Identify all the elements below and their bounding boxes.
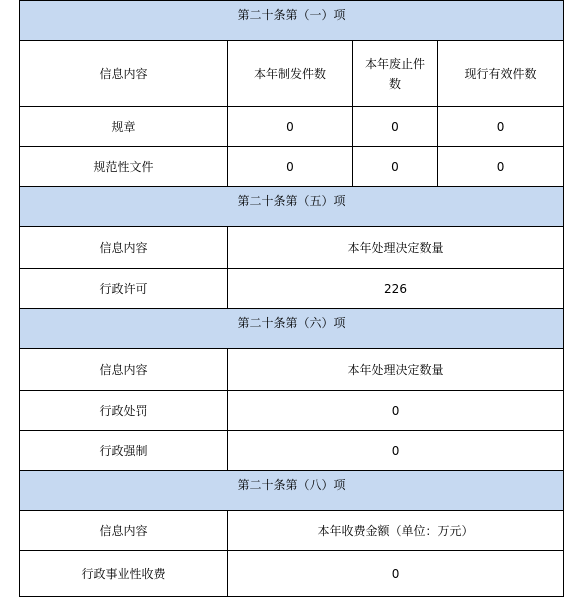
table-row xyxy=(20,391,564,431)
value-cell: 0 xyxy=(438,147,564,187)
value-cell: 0 xyxy=(228,431,564,471)
table-row xyxy=(20,147,564,187)
row-label: 行政处罚 xyxy=(20,391,228,431)
row-label: 行政许可 xyxy=(20,269,228,309)
header-cell: 现行有效件数 xyxy=(438,41,564,107)
header-cell: 本年收费金额（单位：万元） xyxy=(228,511,564,551)
header-row xyxy=(20,41,564,107)
value-cell: 0 xyxy=(228,551,564,597)
disclosure-table xyxy=(19,0,564,597)
section-header-1 xyxy=(20,1,564,41)
table-row xyxy=(20,431,564,471)
value-cell: 0 xyxy=(228,147,353,187)
header-cell: 本年处理决定数量 xyxy=(228,349,564,391)
header-row xyxy=(20,349,564,391)
row-label: 行政强制 xyxy=(20,431,228,471)
value-cell: 0 xyxy=(228,107,353,147)
header-row xyxy=(20,227,564,269)
value-cell: 0 xyxy=(353,107,438,147)
section-title: 第二十条第（五）项 xyxy=(20,187,564,227)
row-label: 规范性文件 xyxy=(20,147,228,187)
header-cell: 本年废止件数 xyxy=(353,41,438,107)
section-header-8 xyxy=(20,471,564,511)
row-label: 规章 xyxy=(20,107,228,147)
header-cell: 本年制发件数 xyxy=(228,41,353,107)
row-label: 行政事业性收费 xyxy=(20,551,228,597)
value-cell: 0 xyxy=(438,107,564,147)
section-title: 第二十条第（一）项 xyxy=(20,1,564,41)
table-row xyxy=(20,269,564,309)
value-cell: 0 xyxy=(228,391,564,431)
section-header-5 xyxy=(20,187,564,227)
section-title: 第二十条第（八）项 xyxy=(20,471,564,511)
section-header-6 xyxy=(20,309,564,349)
table-row xyxy=(20,551,564,597)
header-cell: 信息内容 xyxy=(20,41,228,107)
value-cell: 0 xyxy=(353,147,438,187)
header-cell: 信息内容 xyxy=(20,227,228,269)
value-cell: 226 xyxy=(228,269,564,309)
header-row xyxy=(20,511,564,551)
section-title: 第二十条第（六）项 xyxy=(20,309,564,349)
header-cell: 信息内容 xyxy=(20,349,228,391)
header-cell: 信息内容 xyxy=(20,511,228,551)
table-row xyxy=(20,107,564,147)
header-cell: 本年处理决定数量 xyxy=(228,227,564,269)
